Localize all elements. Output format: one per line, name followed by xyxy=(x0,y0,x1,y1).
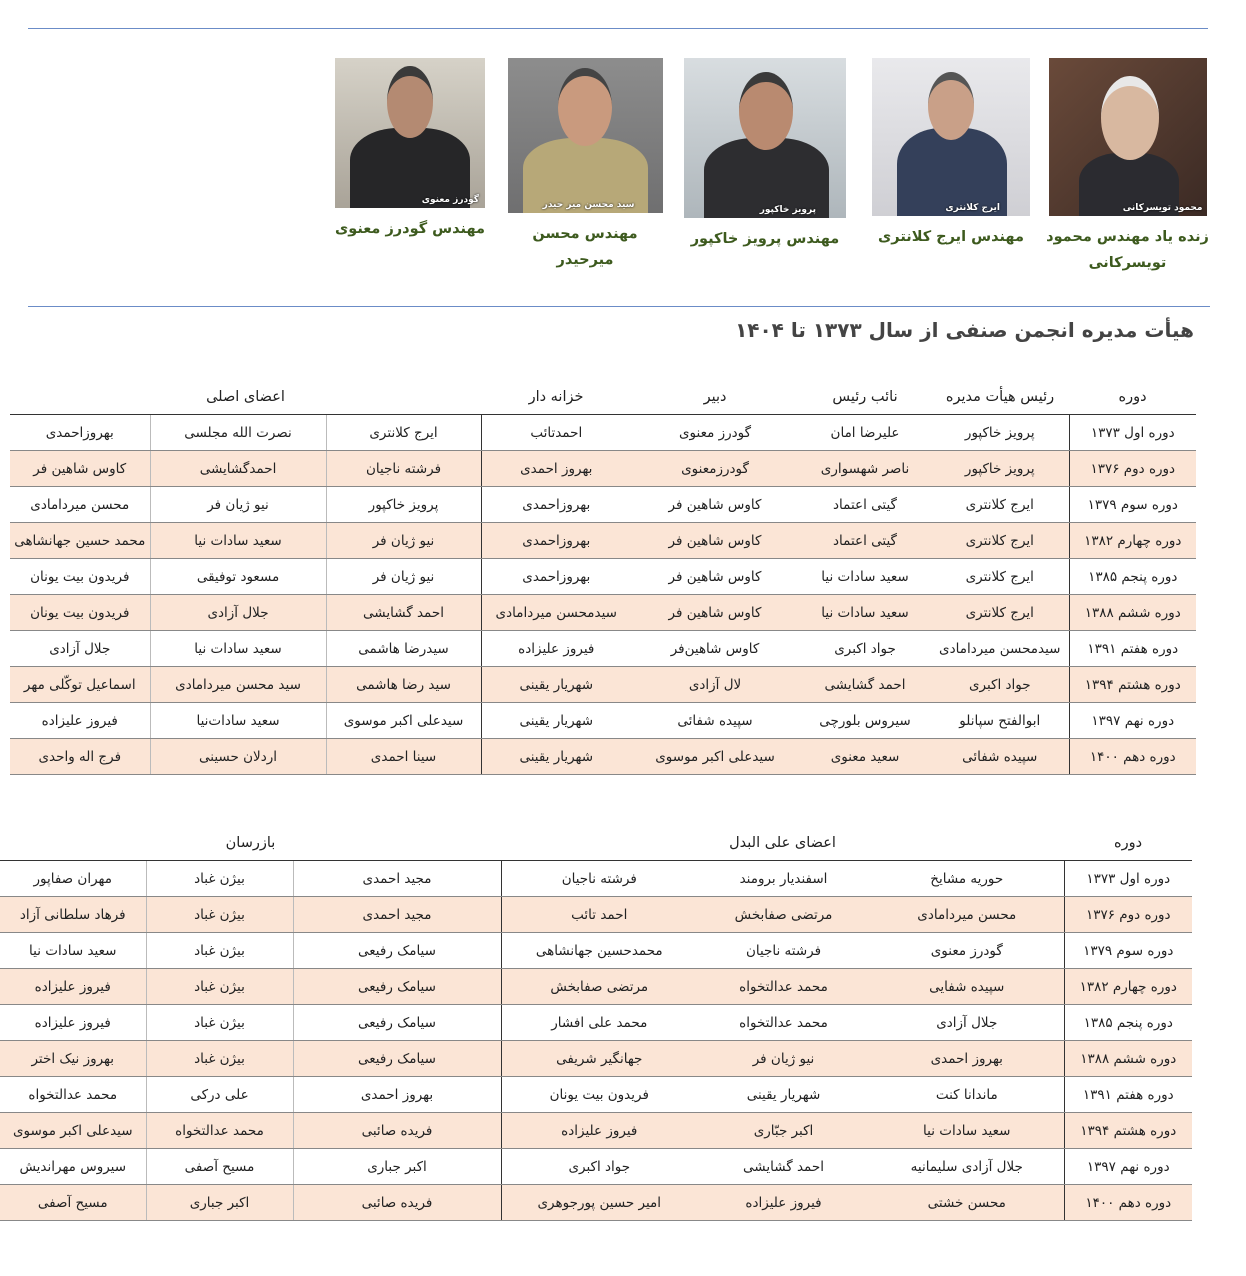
person-card-manavi xyxy=(330,58,490,242)
name-cell: بهروزاحمدی xyxy=(481,487,631,523)
table-row xyxy=(10,523,1196,559)
name-cell: فیروز علیزاده xyxy=(481,631,631,667)
name-cell: احمدگشایشی xyxy=(150,451,326,487)
name-cell: فیروز علیزاده xyxy=(0,1005,146,1041)
name-cell: علیرضا امان xyxy=(799,415,931,451)
name-cell: سپیده شفائی xyxy=(931,739,1069,775)
name-cell: احمد تائب xyxy=(501,897,697,933)
name-cell: فرشته ناجیان xyxy=(697,933,870,969)
photo-khakpour xyxy=(684,58,846,218)
name-cell: محمد عدالتخواه xyxy=(697,969,870,1005)
name-cell: سعید سادات نیا xyxy=(799,559,931,595)
name-cell: فریده صائبی xyxy=(293,1185,501,1221)
name-cell: اکبر جباری xyxy=(146,1185,293,1221)
table-row xyxy=(0,861,1192,897)
name-cell: ابوالفتح سپانلو xyxy=(931,703,1069,739)
period-cell: دوره نهم ۱۳۹۷ xyxy=(1064,1149,1192,1185)
name-cell: شهریار یقینی xyxy=(481,703,631,739)
header-period: دوره xyxy=(1069,380,1196,415)
name-cell: سیامک رفیعی xyxy=(293,1005,501,1041)
header-inspectors: بازرسان xyxy=(0,826,501,861)
person-name: مهندس ایرج کلانتری xyxy=(878,229,1024,245)
period-cell: دوره چهارم ۱۳۸۲ xyxy=(1064,969,1192,1005)
name-cell: گودرز معنوی xyxy=(870,933,1064,969)
name-cell: سیدمحسن میردامادی xyxy=(931,631,1069,667)
table-row xyxy=(10,595,1196,631)
name-cell: کاوس شاهین‌فر xyxy=(631,631,799,667)
name-cell: احمد گشایشی xyxy=(697,1149,870,1185)
name-cell: سیدعلی اکبر موسوی xyxy=(631,739,799,775)
photo-watermark: ایرج کلانتری xyxy=(945,203,1000,213)
period-cell: دوره دوم ۱۳۷۶ xyxy=(1064,897,1192,933)
name-cell: سیروس مهراندیش xyxy=(0,1149,146,1185)
name-cell: فیروز علیزاده xyxy=(501,1113,697,1149)
name-cell: سپیده شفائی xyxy=(631,703,799,739)
table-row xyxy=(0,933,1192,969)
name-cell: نیو ژیان فر xyxy=(326,523,481,559)
name-cell: بهروزاحمدی xyxy=(10,415,150,451)
name-cell: حوریه مشایخ xyxy=(870,861,1064,897)
name-cell: سعید سادات‌نیا xyxy=(150,703,326,739)
name-cell: فریدون بیت یونان xyxy=(501,1077,697,1113)
table-row xyxy=(10,703,1196,739)
name-cell: جلال آزادی xyxy=(10,631,150,667)
photo-watermark: گودرز معنوی xyxy=(421,195,479,205)
name-cell: جواد اکبری xyxy=(931,667,1069,703)
name-cell: ماندانا کنت xyxy=(870,1077,1064,1113)
name-cell: مجید احمدی xyxy=(293,897,501,933)
name-cell: اسماعیل توکّلی مهر xyxy=(10,667,150,703)
name-cell: سیروس بلورچی xyxy=(799,703,931,739)
name-cell: مرتضی صفابخش xyxy=(501,969,697,1005)
person-name: مهندس گودرز معنوی xyxy=(334,221,486,237)
name-cell: بیژن غباد xyxy=(146,969,293,1005)
period-cell: دوره هشتم ۱۳۹۴ xyxy=(1064,1113,1192,1149)
board-table xyxy=(10,380,1196,775)
name-cell: جواد اکبری xyxy=(799,631,931,667)
name-cell: نیو ژیان فر xyxy=(697,1041,870,1077)
photo-mirheidar xyxy=(508,58,663,213)
name-cell: فیروز علیزاده xyxy=(10,703,150,739)
table-row xyxy=(0,1005,1192,1041)
period-cell: دوره ششم ۱۳۸۸ xyxy=(1069,595,1196,631)
name-cell: کاوس شاهین فر xyxy=(631,487,799,523)
name-cell: بیژن غباد xyxy=(146,1041,293,1077)
name-cell: لال آزادی xyxy=(631,667,799,703)
table-row xyxy=(0,1041,1192,1077)
name-cell: فرهاد سلطانی آزاد xyxy=(0,897,146,933)
name-cell: جهانگیر شریفی xyxy=(501,1041,697,1077)
name-cell: فریدون بیت یونان xyxy=(10,595,150,631)
name-cell: بهروز احمدی xyxy=(870,1041,1064,1077)
name-cell: اکبر جباری xyxy=(293,1149,501,1185)
alternates-table-body xyxy=(0,861,1192,1221)
name-cell: سید رضا هاشمی xyxy=(326,667,481,703)
table-row xyxy=(10,631,1196,667)
header-alternates: اعضای علی البدل xyxy=(501,826,1064,861)
name-cell: محمد حسین جهانشاهی xyxy=(10,523,150,559)
name-cell: شهریار یقینی xyxy=(697,1077,870,1113)
name-cell: کاوس شاهین فر xyxy=(631,523,799,559)
name-cell: فرشته ناجیان xyxy=(326,451,481,487)
person-name: مهندس پرویز خاکپور xyxy=(690,231,840,247)
period-cell: دوره اول ۱۳۷۳ xyxy=(1064,861,1192,897)
name-cell: کاوس شاهین فر xyxy=(631,595,799,631)
table-row xyxy=(10,559,1196,595)
name-cell: سیامک رفیعی xyxy=(293,933,501,969)
name-cell: گیتی اعتماد xyxy=(799,487,931,523)
header-vice: نائب رئیس xyxy=(799,380,931,415)
period-cell: دوره پنجم ۱۳۸۵ xyxy=(1069,559,1196,595)
table-row xyxy=(0,1077,1192,1113)
name-cell: علی درکی xyxy=(146,1077,293,1113)
founders-gallery xyxy=(330,58,1210,288)
name-cell: محمد علی افشار xyxy=(501,1005,697,1041)
name-cell: اسفندیار برومند xyxy=(697,861,870,897)
person-name: زنده یاد مهندس محمود تویسرکانی xyxy=(1046,229,1209,271)
name-cell: مجید احمدی xyxy=(293,861,501,897)
period-cell: دوره هفتم ۱۳۹۱ xyxy=(1069,631,1196,667)
name-cell: نیو ژیان فر xyxy=(326,559,481,595)
name-cell: فریده صائبی xyxy=(293,1113,501,1149)
person-card-khakpour xyxy=(680,58,850,252)
name-cell: گیتی اعتماد xyxy=(799,523,931,559)
name-cell: سید محسن میردامادی xyxy=(150,667,326,703)
name-cell: شهریار یقینی xyxy=(481,667,631,703)
alternates-inspectors-table xyxy=(0,826,1192,1221)
name-cell: ایرج کلانتری xyxy=(931,595,1069,631)
name-cell: فرج اله واحدی xyxy=(10,739,150,775)
period-cell: دوره ششم ۱۳۸۸ xyxy=(1064,1041,1192,1077)
person-card-mirheidar xyxy=(505,58,665,273)
person-name: مهندس محسن میرحیدر xyxy=(532,226,638,268)
name-cell: محمدحسین جهانشاهی xyxy=(501,933,697,969)
table-row xyxy=(10,487,1196,523)
name-cell: شهریار یقینی xyxy=(481,739,631,775)
name-cell: مرتضی صفابخش xyxy=(697,897,870,933)
name-cell: پرویز خاکپور xyxy=(931,415,1069,451)
name-cell: گودرز معنوی xyxy=(631,415,799,451)
name-cell: مسعود توفیقی xyxy=(150,559,326,595)
table-row xyxy=(0,897,1192,933)
name-cell: سیدمحسن میردامادی xyxy=(481,595,631,631)
table-row xyxy=(0,969,1192,1005)
name-cell: پرویز خاکپور xyxy=(931,451,1069,487)
name-cell: اکبر جبّاری xyxy=(697,1113,870,1149)
photo-watermark: سید محسن میر حیدر xyxy=(542,200,635,210)
name-cell: کاوس شاهین فر xyxy=(10,451,150,487)
table-row xyxy=(0,1113,1192,1149)
name-cell: بیژن غباد xyxy=(146,897,293,933)
name-cell: سعید سادات نیا xyxy=(0,933,146,969)
header-president: رئیس هیأت مدیره xyxy=(931,380,1069,415)
top-divider xyxy=(28,28,1208,29)
name-cell: محسن میردامادی xyxy=(870,897,1064,933)
name-cell: محمد عدالتخواه xyxy=(146,1113,293,1149)
header-period: دوره xyxy=(1064,826,1192,861)
name-cell: اردلان حسینی xyxy=(150,739,326,775)
name-cell: سعید سادات نیا xyxy=(150,631,326,667)
name-cell: بیژن غباد xyxy=(146,861,293,897)
period-cell: دوره چهارم ۱۳۸۲ xyxy=(1069,523,1196,559)
name-cell: فریدون بیت یونان xyxy=(10,559,150,595)
name-cell: فیروز علیزاده xyxy=(697,1185,870,1221)
name-cell: جواد اکبری xyxy=(501,1149,697,1185)
name-cell: گودرزمعنوی xyxy=(631,451,799,487)
period-cell: دوره دهم ۱۴۰۰ xyxy=(1069,739,1196,775)
name-cell: بهروز احمدی xyxy=(481,451,631,487)
name-cell: جلال آزادی xyxy=(150,595,326,631)
header-secretary: دبیر xyxy=(631,380,799,415)
name-cell: احمدتائب xyxy=(481,415,631,451)
name-cell: سپیده شفایی xyxy=(870,969,1064,1005)
name-cell: فرشته ناجیان xyxy=(501,861,697,897)
name-cell: ناصر شهسواری xyxy=(799,451,931,487)
name-cell: سعید سادات نیا xyxy=(150,523,326,559)
name-cell: امیر حسین پورجوهری xyxy=(501,1185,697,1221)
table-row xyxy=(0,1185,1192,1221)
period-cell: دوره هفتم ۱۳۹۱ xyxy=(1064,1077,1192,1113)
table-row xyxy=(10,667,1196,703)
name-cell: محسن خشتی xyxy=(870,1185,1064,1221)
photo-watermark: محمود تویسرکانی xyxy=(1122,203,1203,213)
name-cell: ایرج کلانتری xyxy=(931,487,1069,523)
period-cell: دوره دهم ۱۴۰۰ xyxy=(1064,1185,1192,1221)
period-cell: دوره پنجم ۱۳۸۵ xyxy=(1064,1005,1192,1041)
person-card-kalantari xyxy=(872,58,1030,250)
name-cell: سیدرضا هاشمی xyxy=(326,631,481,667)
name-cell: احمد گشایشی xyxy=(799,667,931,703)
photo-kalantari xyxy=(872,58,1030,216)
name-cell: بهروزاحمدی xyxy=(481,559,631,595)
name-cell: بیژن غباد xyxy=(146,933,293,969)
name-cell: جلال آزادی xyxy=(870,1005,1064,1041)
header-treasurer: خزانه دار xyxy=(481,380,631,415)
period-cell: دوره دوم ۱۳۷۶ xyxy=(1069,451,1196,487)
period-cell: دوره هشتم ۱۳۹۴ xyxy=(1069,667,1196,703)
name-cell: نصرت الله مجلسی xyxy=(150,415,326,451)
name-cell: ایرج کلانتری xyxy=(931,559,1069,595)
name-cell: مسیح آصفی xyxy=(146,1149,293,1185)
name-cell: احمد گشایشی xyxy=(326,595,481,631)
section-divider xyxy=(28,306,1210,307)
name-cell: بهروزاحمدی xyxy=(481,523,631,559)
period-cell: دوره اول ۱۳۷۳ xyxy=(1069,415,1196,451)
table-row xyxy=(10,451,1196,487)
name-cell: نیو ژیان فر xyxy=(150,487,326,523)
section-title: هیأت مدیره انجمن صنفی از سال ۱۳۷۳ تا ۱۴۰۴ xyxy=(735,318,1194,342)
name-cell: کاوس شاهین فر xyxy=(631,559,799,595)
photo-watermark: پرویز خاکپور xyxy=(759,205,816,215)
name-cell: بهروز احمدی xyxy=(293,1077,501,1113)
name-cell: محمد عدالتخواه xyxy=(0,1077,146,1113)
period-cell: دوره سوم ۱۳۷۹ xyxy=(1069,487,1196,523)
table-row xyxy=(10,415,1196,451)
name-cell: سینا احمدی xyxy=(326,739,481,775)
name-cell: سعید سادات نیا xyxy=(799,595,931,631)
name-cell: ایرج کلانتری xyxy=(931,523,1069,559)
period-cell: دوره سوم ۱۳۷۹ xyxy=(1064,933,1192,969)
name-cell: سعید سادات نیا xyxy=(870,1113,1064,1149)
name-cell: مهران صفاپور xyxy=(0,861,146,897)
photo-manavi xyxy=(335,58,485,208)
name-cell: سیدعلی اکبر موسوی xyxy=(326,703,481,739)
name-cell: بیژن غباد xyxy=(146,1005,293,1041)
name-cell: محسن میردامادی xyxy=(10,487,150,523)
name-cell: محمد عدالتخواه xyxy=(697,1005,870,1041)
photo-toyserkani xyxy=(1049,58,1207,216)
board-table-body xyxy=(10,415,1196,775)
table-row xyxy=(10,739,1196,775)
name-cell: سعید معنوی xyxy=(799,739,931,775)
name-cell: بهروز نیک اختر xyxy=(0,1041,146,1077)
name-cell: سیامک رفیعی xyxy=(293,1041,501,1077)
name-cell: فیروز علیزاده xyxy=(0,969,146,1005)
name-cell: سیامک رفیعی xyxy=(293,969,501,1005)
name-cell: ایرج کلانتری xyxy=(326,415,481,451)
person-card-toyserkani xyxy=(1045,58,1210,276)
header-members: اعضای اصلی xyxy=(10,380,481,415)
table-row xyxy=(0,1149,1192,1185)
period-cell: دوره نهم ۱۳۹۷ xyxy=(1069,703,1196,739)
name-cell: پرویز خاکپور xyxy=(326,487,481,523)
name-cell: جلال آزادی سلیمانیه xyxy=(870,1149,1064,1185)
name-cell: مسیح آصفی xyxy=(0,1185,146,1221)
name-cell: سیدعلی اکبر موسوی xyxy=(0,1113,146,1149)
